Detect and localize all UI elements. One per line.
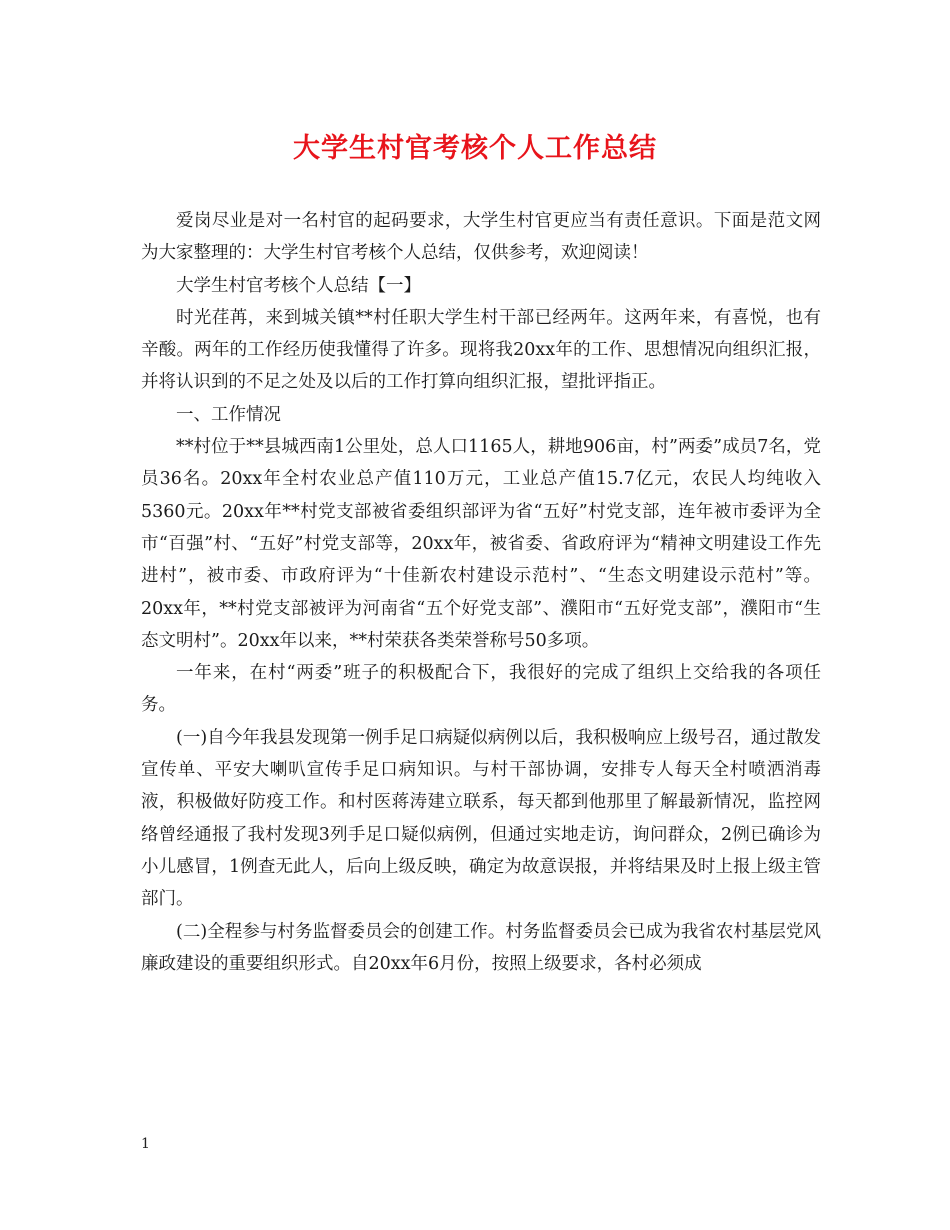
body-paragraph: (二)全程参与村务监督委员会的创建工作。村务监督委员会已成为我省农村基层党风廉政建设的重要组织形式。自20xx年6月份，按照上级要求，各村必须成: [141, 921, 821, 974]
body-paragraph: 时光荏苒，来到城关镇**村任职大学生村干部已经两年。这两年来，有喜悦，也有辛酸。两年的工作经历使我懂得了许多。现将我20xx年的工作、思想情况向组织汇报，并将认识到的不足之处及以后的工作打算向组织汇报，望批评指正。: [141, 307, 821, 393]
document-title: 大学生村官考核个人工作总结: [293, 133, 657, 164]
body-paragraph: (一)自今年我县发现第一例手足口病疑似病例以后，我积极响应上级号召，通过散发宣传单、平安大喇叭宣传手足口病知识。与村干部协调，安排专人每天全村喷洒消毒液，积极做好防疫工作。和村医蒋涛建立联系，每天都到他那里了解最新情况，监控网络曾经通报了我村发现3列手足口疑似病例，但通过实地走访，询问群众，2例已确诊为小儿感冒，1例查无此人，后向上级反映，确定为故意误报，并将结果及时上报上级主管部门。: [141, 727, 821, 910]
subheading-work-situation: 一、工作情况: [176, 404, 281, 425]
document-body: [141, 205, 821, 980]
body-paragraph: 一年来，在村“两委”班子的积极配合下，我很好的完成了组织上交给我的各项任务。: [141, 663, 821, 716]
page-number: 1: [141, 1136, 150, 1152]
intro-paragraph: 爱岗尽业是对一名村官的起码要求，大学生村官更应当有责任意识。下面是范文网为大家整理的：大学生村官考核个人总结，仅供参考，欢迎阅读！: [141, 211, 821, 264]
section-heading-one: 大学生村官考核个人总结【一】: [176, 275, 421, 296]
body-paragraph: **村位于**县城西南1公里处，总人口1165人，耕地906亩，村”两委”成员7名，党员36名。20xx年全村农业总产值110万元，工业总产值15.7亿元，农民人均纯收入5360元。20xx年**村党支部被省委组织部评为省“五好”村党支部，连年被市委评为全市“百强”村、“五好”村党支部等，20xx年，被省委、省政府评为“精神文明建设工作先进村”，被市委、市政府评为“十佳新农村建设示范村”、“生态文明建设示范村”等。20xx年，**村党支部被评为河南省“五个好党支部”、濮阳市“五好党支部”，濮阳市“生态文明村”。20xx年以来，**村荣获各类荣誉称号50多项。: [141, 437, 821, 651]
